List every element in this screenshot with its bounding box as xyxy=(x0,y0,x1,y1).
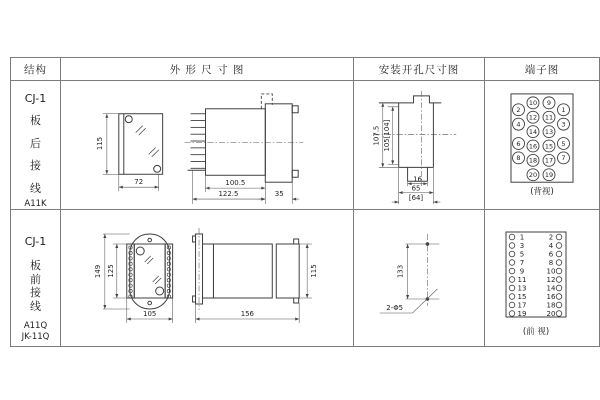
dim-line xyxy=(391,107,394,165)
type-codes xyxy=(22,321,50,343)
dim-side-height: 115 xyxy=(310,264,319,278)
structure-cell-rear-wiring xyxy=(11,81,61,210)
type-code: A11K xyxy=(24,199,47,209)
wiring-char: 板 xyxy=(30,259,41,272)
wiring-char: 板 xyxy=(30,114,41,127)
svg-text:1: 1 xyxy=(561,106,566,115)
svg-text:13: 13 xyxy=(544,127,554,136)
svg-text:19: 19 xyxy=(544,171,554,180)
side-view-drawing xyxy=(193,234,300,304)
dim-side-depth: 156 xyxy=(240,309,255,319)
relay-pins xyxy=(191,114,206,169)
outline-cell-front xyxy=(61,210,354,346)
svg-text:4: 4 xyxy=(516,120,521,129)
dim-hole-spacing: 133 xyxy=(396,264,405,279)
svg-text:11: 11 xyxy=(517,275,527,284)
side-view-drawing xyxy=(188,94,299,182)
terminal-cell-front xyxy=(485,210,599,346)
svg-text:3: 3 xyxy=(561,120,566,129)
svg-text:11: 11 xyxy=(544,113,554,122)
svg-text:14: 14 xyxy=(546,284,556,293)
dim-cutout-width-alt: [64] xyxy=(408,194,424,203)
svg-text:18: 18 xyxy=(528,156,538,165)
svg-text:3: 3 xyxy=(519,241,525,250)
model-label: CJ-1 xyxy=(24,235,47,248)
svg-text:18: 18 xyxy=(546,301,556,310)
svg-mounting-row1 xyxy=(354,81,484,209)
svg-text:6: 6 xyxy=(548,250,554,259)
header-outline-dimensions: 外 形 尺 寸 图 xyxy=(61,58,354,81)
mounting-cell-rear xyxy=(354,81,485,210)
svg-text:1: 1 xyxy=(519,233,525,242)
structure-cell-front-wiring xyxy=(11,210,61,346)
svg-mounting-row2 xyxy=(354,210,484,346)
front-view-drawing xyxy=(127,234,173,309)
svg-text:2: 2 xyxy=(548,233,554,242)
wiring-char: 线 xyxy=(30,299,41,313)
svg-text:12: 12 xyxy=(546,275,556,284)
dim-line xyxy=(406,244,409,299)
rear-terminal-grid xyxy=(513,97,570,181)
svg-terminals-row2 xyxy=(485,210,599,346)
svg-text:15: 15 xyxy=(517,292,527,301)
svg-text:7: 7 xyxy=(519,258,525,267)
svg-text:15: 15 xyxy=(544,142,554,151)
svg-outline-row2 xyxy=(61,210,353,346)
front-view-drawing xyxy=(119,114,163,175)
dim-side-flange: 35 xyxy=(274,190,284,199)
model-label: CJ-1 xyxy=(24,92,47,105)
dim-line xyxy=(306,244,309,298)
header-mounting-holes: 安装开孔尺寸图 xyxy=(354,58,485,81)
dim-side-total: 122.5 xyxy=(218,190,239,199)
svg-text:5: 5 xyxy=(519,250,525,259)
svg-text:20: 20 xyxy=(546,309,556,318)
wiring-char: 接 xyxy=(30,159,41,172)
svg-text:16: 16 xyxy=(546,292,556,301)
wiring-char: 接 xyxy=(30,286,41,299)
svg-text:6: 6 xyxy=(516,139,521,148)
svg-text:4: 4 xyxy=(548,241,554,250)
front-terminal-grid xyxy=(509,233,562,318)
svg-text:7: 7 xyxy=(561,154,566,163)
svg-text:2: 2 xyxy=(516,106,521,115)
svg-text:14: 14 xyxy=(528,127,538,136)
dim-front-width: 72 xyxy=(134,178,144,187)
svg-text:17: 17 xyxy=(544,156,554,165)
svg-text:8: 8 xyxy=(548,258,554,267)
type-code: JK-11Q xyxy=(21,332,50,342)
dim-line xyxy=(105,114,108,175)
mounting-cell-front xyxy=(354,210,485,346)
svg-terminals-row1 xyxy=(485,81,599,209)
svg-text:12: 12 xyxy=(528,113,538,122)
dim-line xyxy=(115,244,118,298)
spec-table xyxy=(10,57,600,347)
svg-text:19: 19 xyxy=(517,309,527,318)
svg-text:8: 8 xyxy=(516,154,521,163)
header-terminal-diagram: 端子图 xyxy=(485,58,599,81)
type-code: A11Q xyxy=(23,321,48,331)
view-caption-rear: (背视) xyxy=(530,186,554,197)
svg-text:10: 10 xyxy=(528,99,538,108)
svg-text:17: 17 xyxy=(517,301,527,310)
hole-diameter-label: 2-Φ5 xyxy=(386,303,404,313)
strip-dots xyxy=(129,246,171,298)
dim-front-width: 105 xyxy=(143,309,157,319)
svg-text:9: 9 xyxy=(519,267,525,276)
dim-slot-width: 16 xyxy=(413,175,422,184)
terminal-cell-rear xyxy=(485,81,599,210)
svg-text:9: 9 xyxy=(546,99,552,108)
dim-inner-height: 105[104] xyxy=(383,119,392,152)
svg-text:13: 13 xyxy=(517,284,527,293)
outline-cell-rear xyxy=(61,81,354,210)
svg-text:5: 5 xyxy=(561,139,566,148)
dim-front-height: 115 xyxy=(95,136,104,151)
dim-side-depth: 100.5 xyxy=(225,179,246,188)
header-structure: 结构 xyxy=(11,58,61,81)
wiring-label xyxy=(30,259,41,313)
wiring-char: 前 xyxy=(30,272,41,286)
svg-text:16: 16 xyxy=(528,142,538,151)
svg-text:10: 10 xyxy=(546,267,556,276)
view-caption-front: (前 视) xyxy=(522,327,550,337)
dim-inner-height: 125 xyxy=(106,264,115,278)
dim-outer-height: 107.5 xyxy=(372,125,381,146)
svg-outline-row1 xyxy=(61,81,353,209)
dim-cutout-width: 65 xyxy=(411,184,421,193)
wiring-char: 线 xyxy=(30,181,41,195)
wiring-char: 后 xyxy=(30,136,41,150)
dim-outer-height: 149 xyxy=(93,264,102,279)
svg-text:20: 20 xyxy=(528,171,538,180)
